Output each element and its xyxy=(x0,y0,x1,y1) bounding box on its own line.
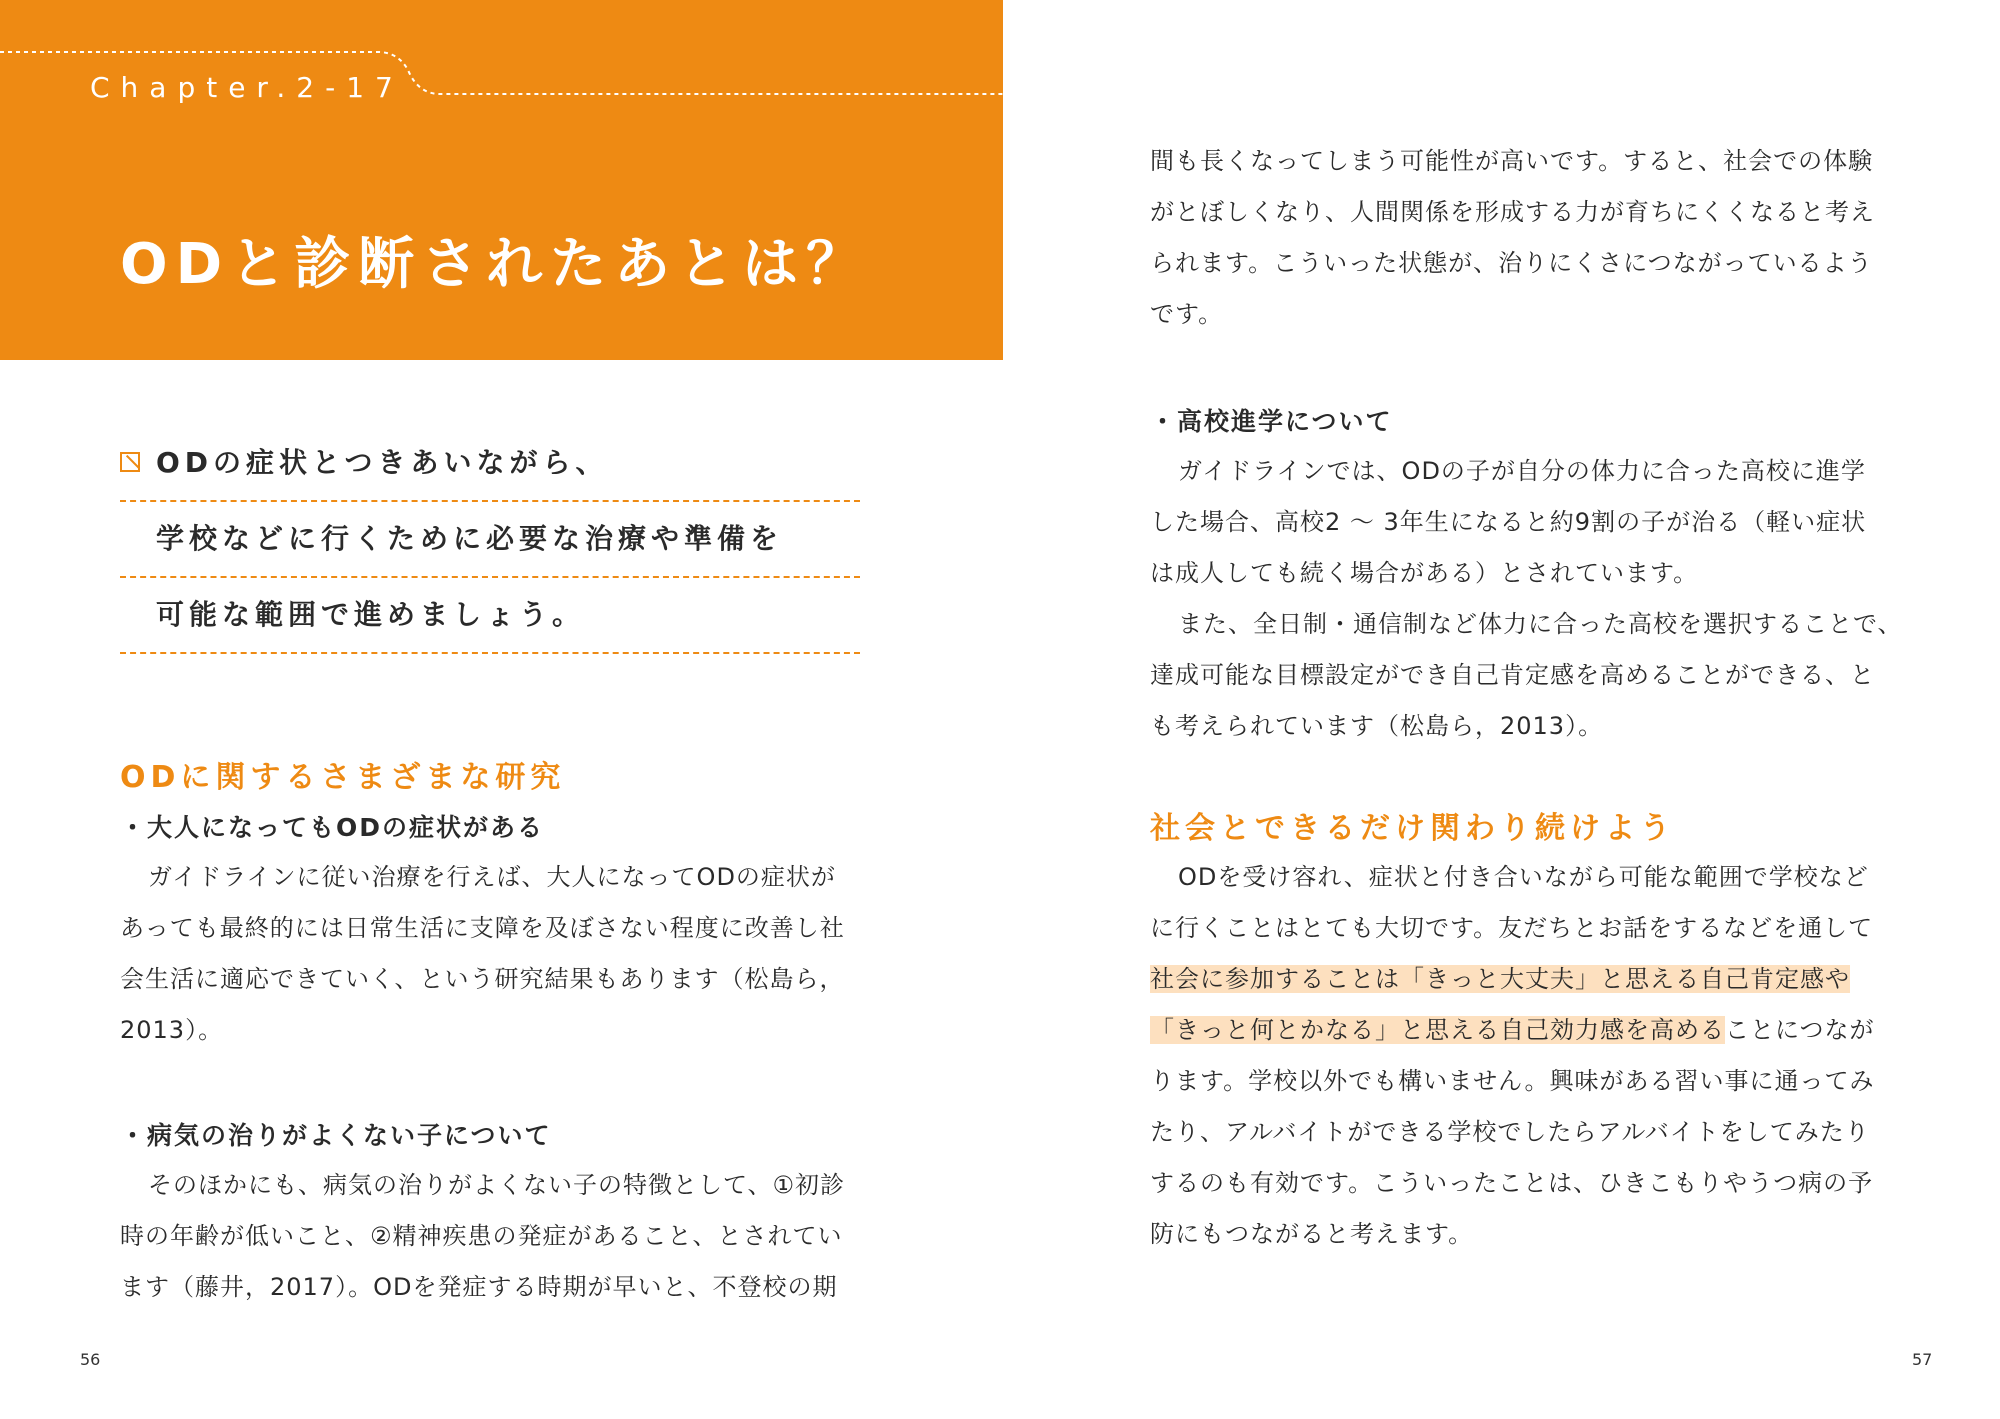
page-number-right: 57 xyxy=(1912,1350,1933,1369)
checkbox-icon xyxy=(120,452,140,472)
highlighted-line xyxy=(1150,954,1875,1005)
page-title: ODと診断されたあとは？ xyxy=(120,232,871,297)
bullet-poor-recovery: ・病気の治りがよくない子について xyxy=(120,1121,552,1150)
summary-line-3: 可能な範囲で進めましょう。 xyxy=(120,578,860,654)
paragraph-society: ODを受け容れ、症状と付き合いながら可能な範囲で学校など に行くことはとても大切です。友だちとお話をするなどを通して 社会に参加することは「きっと大丈夫」と思える自己肯定感や 「きっと何とかなる」と思える自己効力感を高めることにつなが ります。学校以外でも構いません。興味がある習い事に通ってみ たり、アルバイトができる学校でしたらアルバイトをしてみたり するのも有効です。こういったことは、ひきこもりやうつ病の予 防にもつながると考えます。 xyxy=(1150,863,1875,1248)
bullet-adult-symptoms: ・大人になってもODの症状がある xyxy=(120,813,545,842)
summary-line-1: ODの症状とつきあいながら、 xyxy=(120,426,860,502)
summary-box xyxy=(120,426,860,654)
header-dashed-line xyxy=(0,0,1003,360)
section-title-research: ODに関するさまざまな研究 xyxy=(120,760,566,795)
bullet-high-school: ・高校進学について xyxy=(1150,407,1393,436)
chapter-label: Chapter.2-17 xyxy=(90,71,404,104)
highlight-2: 「きっと何とかなる」と思える自己効力感を高める xyxy=(1150,1016,1725,1044)
summary-line-2: 学校などに行くために必要な治療や準備を xyxy=(120,502,860,578)
paragraph-continued: 間も長くなってしまう可能性が高いです。すると、社会での体験 がとぼしくなり、人間関係を形成する力が育ちにくくなると考え られます。こういった状態が、治りにくさにつながっているよう です。 xyxy=(1150,147,1875,328)
chapter-header xyxy=(0,0,1003,360)
paragraph-poor-recovery: そのほかにも、病気の治りがよくない子の特徴として、①初診 時の年齢が低いこと、②精神疾患の発症があること、とされてい ます（藤井，2017）。ODを発症する時期が早いと、不登校の期 xyxy=(120,1171,846,1301)
right-page xyxy=(1000,0,2000,1419)
highlight-1: 社会に参加することは「きっと大丈夫」と思える自己肯定感や xyxy=(1150,965,1850,993)
section-title-society: 社会とできるだけ関わり続けよう xyxy=(1150,811,1675,846)
paragraph-adult-symptoms: ガイドラインに従い治療を行えば、大人になってODの症状が あっても最終的には日常生活に支障を及ぼさない程度に改善し社 会生活に適応できていく、という研究結果もあります（松島ら， 2013）。 xyxy=(120,863,845,1044)
page-number-left: 56 xyxy=(80,1350,101,1369)
paragraph-high-school: ガイドラインでは、ODの子が自分の体力に合った高校に進学 した場合、高校2 ～ 3年生になると約9割の子が治る（軽い症状 は成人しても続く場合がある）とされています。 また、全日制・通信制など体力に合った高校を選択することで、 達成可能な目標設定ができ自己肯定感を高めることができる、と も考えられています（松島ら，2013）。 xyxy=(1150,457,1903,740)
highlighted-line: 「きっと何とかなる」と思える自己効力感を高めることにつなが xyxy=(1150,1016,1875,1044)
